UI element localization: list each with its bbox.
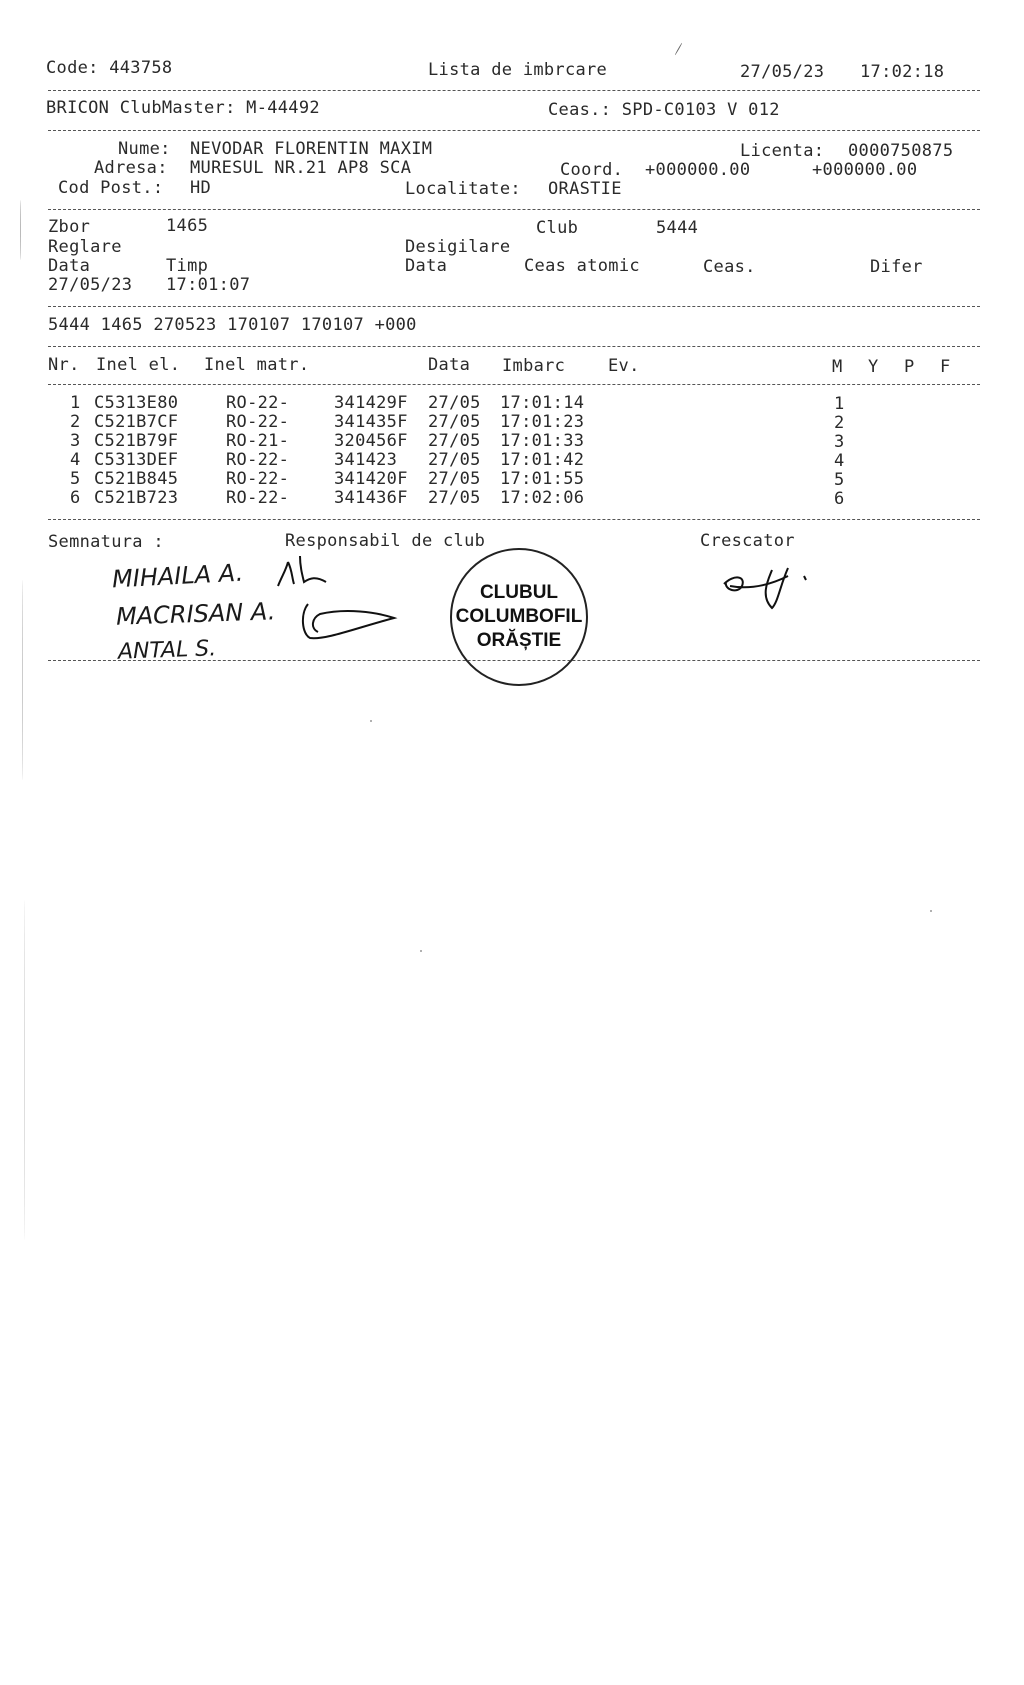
row-m: 2: [834, 413, 845, 433]
row-inel-el: C521B79F: [94, 431, 179, 451]
stamp-line: COLUMBOFIL: [455, 606, 583, 627]
ceas-label: Ceas.: [703, 257, 756, 277]
row-time: 17:01:42: [500, 450, 585, 470]
row-nr: 4: [70, 450, 81, 470]
row-date: 27/05: [428, 488, 481, 508]
row-inel-matr-number: 341435F: [334, 412, 408, 432]
ceas-atomic-label: Ceas atomic: [524, 256, 640, 276]
doc-code: Code: 443758: [46, 58, 173, 78]
row-inel-matr-prefix: RO-22-: [226, 412, 290, 432]
row-inel-el: C5313DEF: [94, 450, 179, 470]
zbor-label: Zbor: [48, 217, 91, 237]
row-inel-matr-number: 341423: [334, 450, 398, 470]
row-date: 27/05: [428, 450, 481, 470]
postcode: HD: [190, 178, 212, 198]
col-imbarc: Imbarc: [502, 356, 566, 376]
row-date: 27/05: [428, 393, 481, 413]
row-m: 6: [834, 489, 845, 509]
licence-label: Licenta:: [740, 141, 825, 161]
club-value: 5444: [656, 218, 699, 238]
row-time: 17:01:23: [500, 412, 585, 432]
row-time: 17:01:55: [500, 469, 585, 489]
col-ev: Ev.: [608, 356, 640, 376]
locality-label: Localitate:: [405, 179, 521, 199]
row-inel-el: C521B723: [94, 488, 179, 508]
crescator-label: Crescator: [700, 531, 795, 551]
row-inel-matr-prefix: RO-22-: [226, 393, 290, 413]
divider: [48, 346, 980, 347]
owner-address: MURESUL NR.21 AP8 SCA: [190, 158, 412, 178]
row-nr: 1: [70, 393, 81, 413]
row-inel-matr-prefix: RO-22-: [226, 469, 290, 489]
col-m: M: [832, 357, 843, 377]
scan-speck: [675, 43, 683, 56]
handwritten-name: MACRISAN A.: [115, 597, 276, 631]
handwritten-name: MIHAILA A.: [111, 558, 244, 594]
row-time: 17:01:14: [500, 393, 585, 413]
desigilare-label: Desigilare: [405, 237, 511, 257]
divider: [48, 660, 980, 661]
col-data: Data: [428, 355, 471, 375]
row-inel-matr-prefix: RO-22-: [226, 450, 290, 470]
reglare-date: 27/05/23: [48, 275, 133, 295]
col-nr: Nr.: [48, 355, 80, 375]
summary-line: 5444 1465 270523 170107 170107 +000: [48, 315, 417, 335]
row-nr: 2: [70, 412, 81, 432]
row-inel-matr-number: 320456F: [334, 431, 408, 451]
row-inel-matr-number: 341429F: [334, 393, 408, 413]
scan-speck: [24, 900, 25, 1240]
signature-scribble-icon: [296, 598, 400, 646]
scan-speck: [420, 950, 422, 952]
divider: [48, 306, 980, 307]
semnatura-label: Semnatura :: [48, 532, 164, 552]
row-nr: 3: [70, 431, 81, 451]
responsabil-label: Responsabil de club: [285, 531, 486, 551]
col-p: P: [904, 357, 915, 377]
row-nr: 5: [70, 469, 81, 489]
locality: ORASTIE: [548, 179, 622, 199]
clock-id: Ceas.: SPD-C0103 V 012: [548, 100, 780, 120]
crescator-signature-icon: [716, 556, 826, 620]
row-m: 5: [834, 470, 845, 490]
row-nr: 6: [70, 488, 81, 508]
coord-y: +000000.00: [812, 160, 918, 180]
row-m: 3: [834, 432, 845, 452]
row-date: 27/05: [428, 412, 481, 432]
col-inel-matr: Inel matr.: [204, 355, 310, 375]
licence-number: 0000750875: [848, 141, 954, 161]
divider: [48, 90, 980, 91]
divider: [48, 130, 980, 131]
owner-name: NEVODAR FLORENTIN MAXIM: [190, 139, 433, 159]
coord-label: Coord.: [560, 160, 624, 180]
clubmaster-id: BRICON ClubMaster: M-44492: [46, 98, 320, 118]
divider: [48, 519, 980, 520]
coord-x: +000000.00: [645, 160, 751, 180]
reglare-label: Reglare: [48, 237, 122, 257]
divider: [48, 209, 980, 210]
row-inel-el: C5313E80: [94, 393, 179, 413]
signature-scribble-icon: [270, 552, 360, 592]
name-label: Nume:: [118, 139, 171, 159]
doc-title: Lista de imbrcare: [428, 60, 608, 80]
address-label: Adresa:: [94, 158, 168, 178]
stamp-line: ORĂȘTIE: [476, 630, 562, 651]
row-inel-matr-number: 341436F: [334, 488, 408, 508]
zbor-value: 1465: [166, 216, 209, 236]
row-inel-matr-prefix: RO-21-: [226, 431, 290, 451]
club-label: Club: [536, 218, 579, 238]
row-inel-el: C521B7CF: [94, 412, 179, 432]
divider: [48, 384, 980, 385]
doc-date: 27/05/23: [740, 62, 825, 82]
row-m: 4: [834, 451, 845, 471]
data-label: Data: [48, 256, 91, 276]
col-y: Y: [868, 357, 879, 377]
club-stamp: [450, 548, 588, 686]
row-inel-matr-prefix: RO-22-: [226, 488, 290, 508]
reglare-time: 17:01:07: [166, 275, 251, 295]
row-inel-matr-number: 341420F: [334, 469, 408, 489]
row-date: 27/05: [428, 431, 481, 451]
scan-speck: [20, 200, 21, 260]
handwritten-name: ANTAL S.: [117, 636, 217, 665]
row-inel-el: C521B845: [94, 469, 179, 489]
data2-label: Data: [405, 256, 448, 276]
scan-speck: [22, 580, 23, 780]
col-inel-el: Inel el.: [96, 355, 181, 375]
postcode-label: Cod Post.:: [58, 178, 164, 198]
scan-speck: [930, 910, 932, 912]
stamp-line: CLUBUL: [479, 582, 559, 603]
row-time: 17:02:06: [500, 488, 585, 508]
doc-time: 17:02:18: [860, 62, 945, 82]
col-f: F: [940, 357, 951, 377]
difer-label: Difer: [870, 257, 923, 277]
row-time: 17:01:33: [500, 431, 585, 451]
row-date: 27/05: [428, 469, 481, 489]
timp-label: Timp: [166, 256, 209, 276]
row-m: 1: [834, 394, 845, 414]
scan-speck: [370, 720, 372, 722]
